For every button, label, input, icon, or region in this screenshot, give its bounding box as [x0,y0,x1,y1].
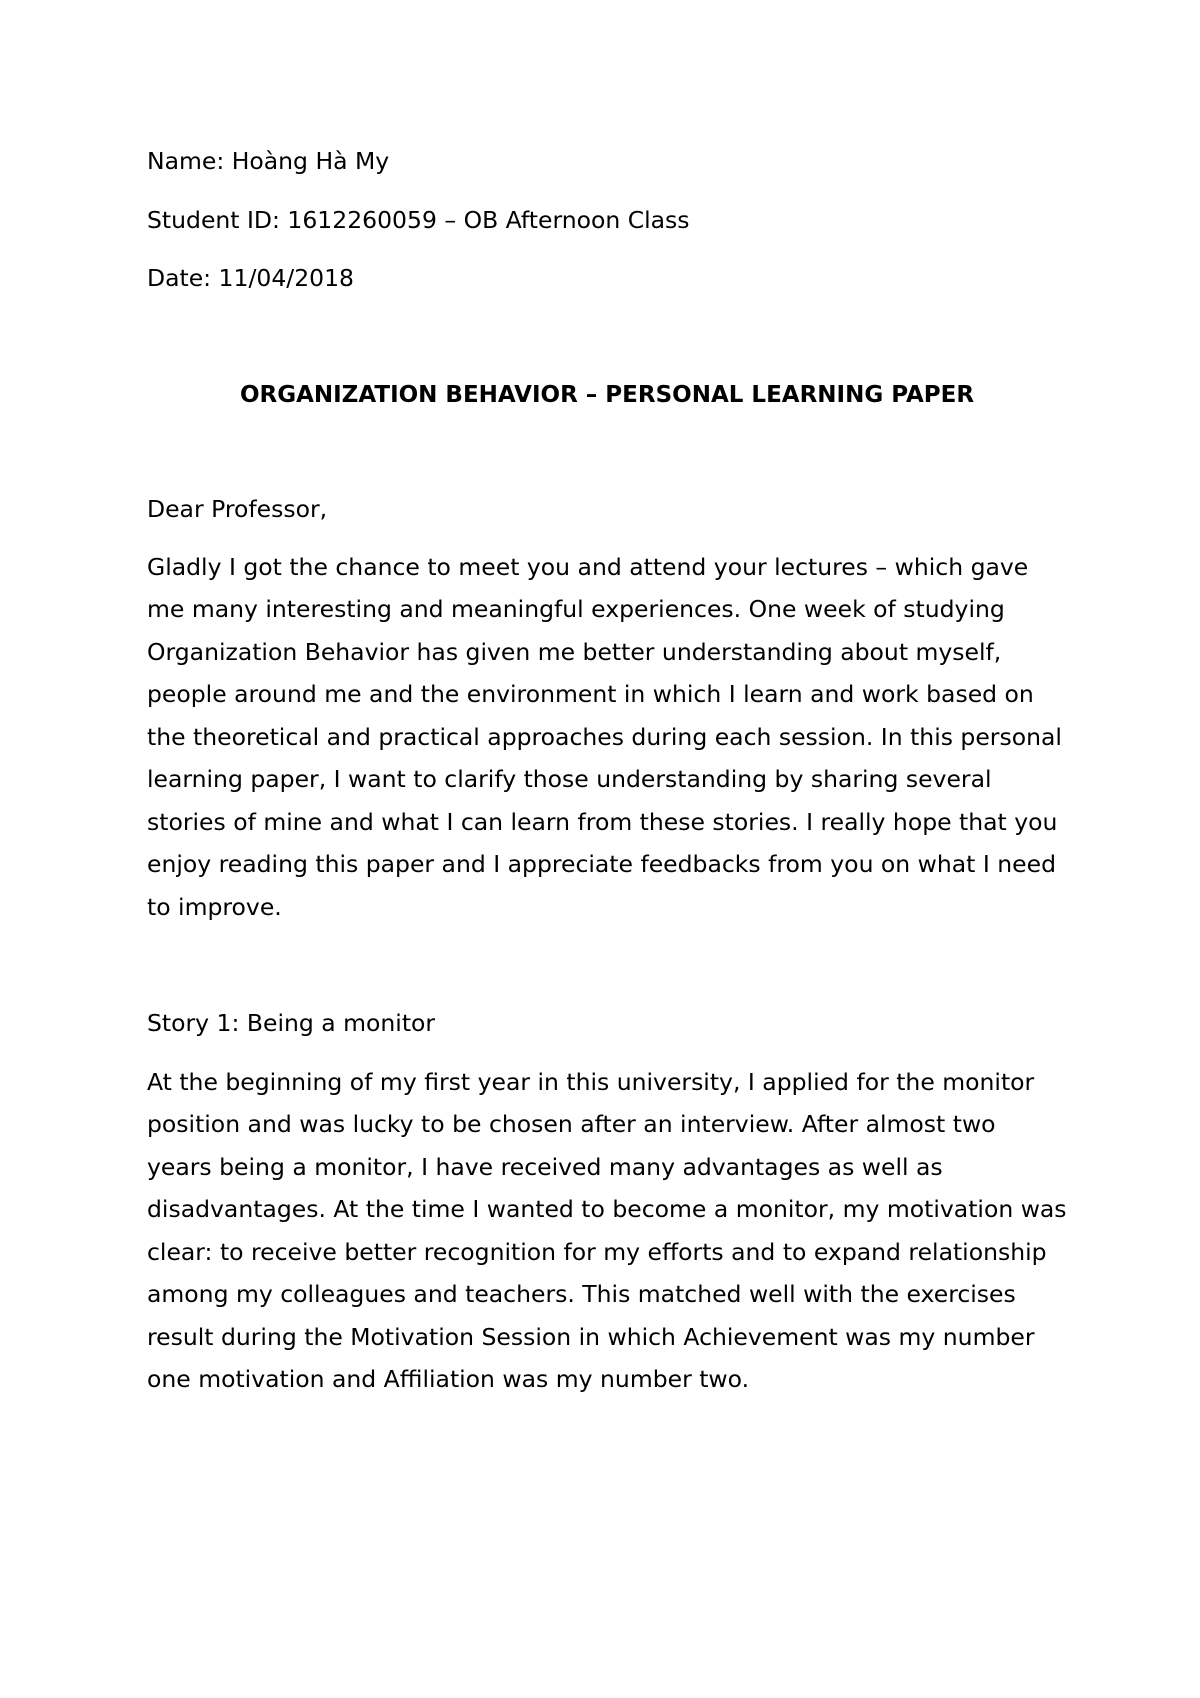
story-1-heading: Story 1: Being a monitor [147,1009,436,1037]
document-title: ORGANIZATION BEHAVIOR – PERSONAL LEARNING PAPER [239,381,975,408]
name-line: Name: Hoàng Hà My [147,147,390,175]
greeting: Dear Professor, [147,495,328,523]
date-line: Date: 11/04/2018 [147,264,355,292]
story-1-paragraph: At the beginning of my first year in this university, I applied for the monitor position and was lucky to be chosen after an interview. After almost two years being a monitor, I have received many advantages as well as disadvantages. At the time I wanted to become a monitor, my motivation was clear: to receive better recognition for my efforts and to expand relationship among my colleagues and teachers. This matched well with the exercises result during the Motivation Session in which Achievement was my number one motivation and Affiliation was my number two. [147,1067,1067,1393]
document-body [147,140,1067,1401]
student-id-line: Student ID: 1612260059 – OB Afternoon Class [147,205,690,234]
intro-paragraph: Gladly I got the chance to meet you and attend your lectures – which gave me many interesting and meaningful experiences. One week of studying Organization Behavior has given me better understanding about myself, people around me and the environment in which I learn and work based on the theoretical and practical approaches during each session. In this personal learning paper, I want to clarify those understanding by sharing several stories of mine and what I can learn from these stories. I really hope that you enjoy reading this paper and I appreciate feedbacks from you on what I need to improve. [147,552,1062,921]
